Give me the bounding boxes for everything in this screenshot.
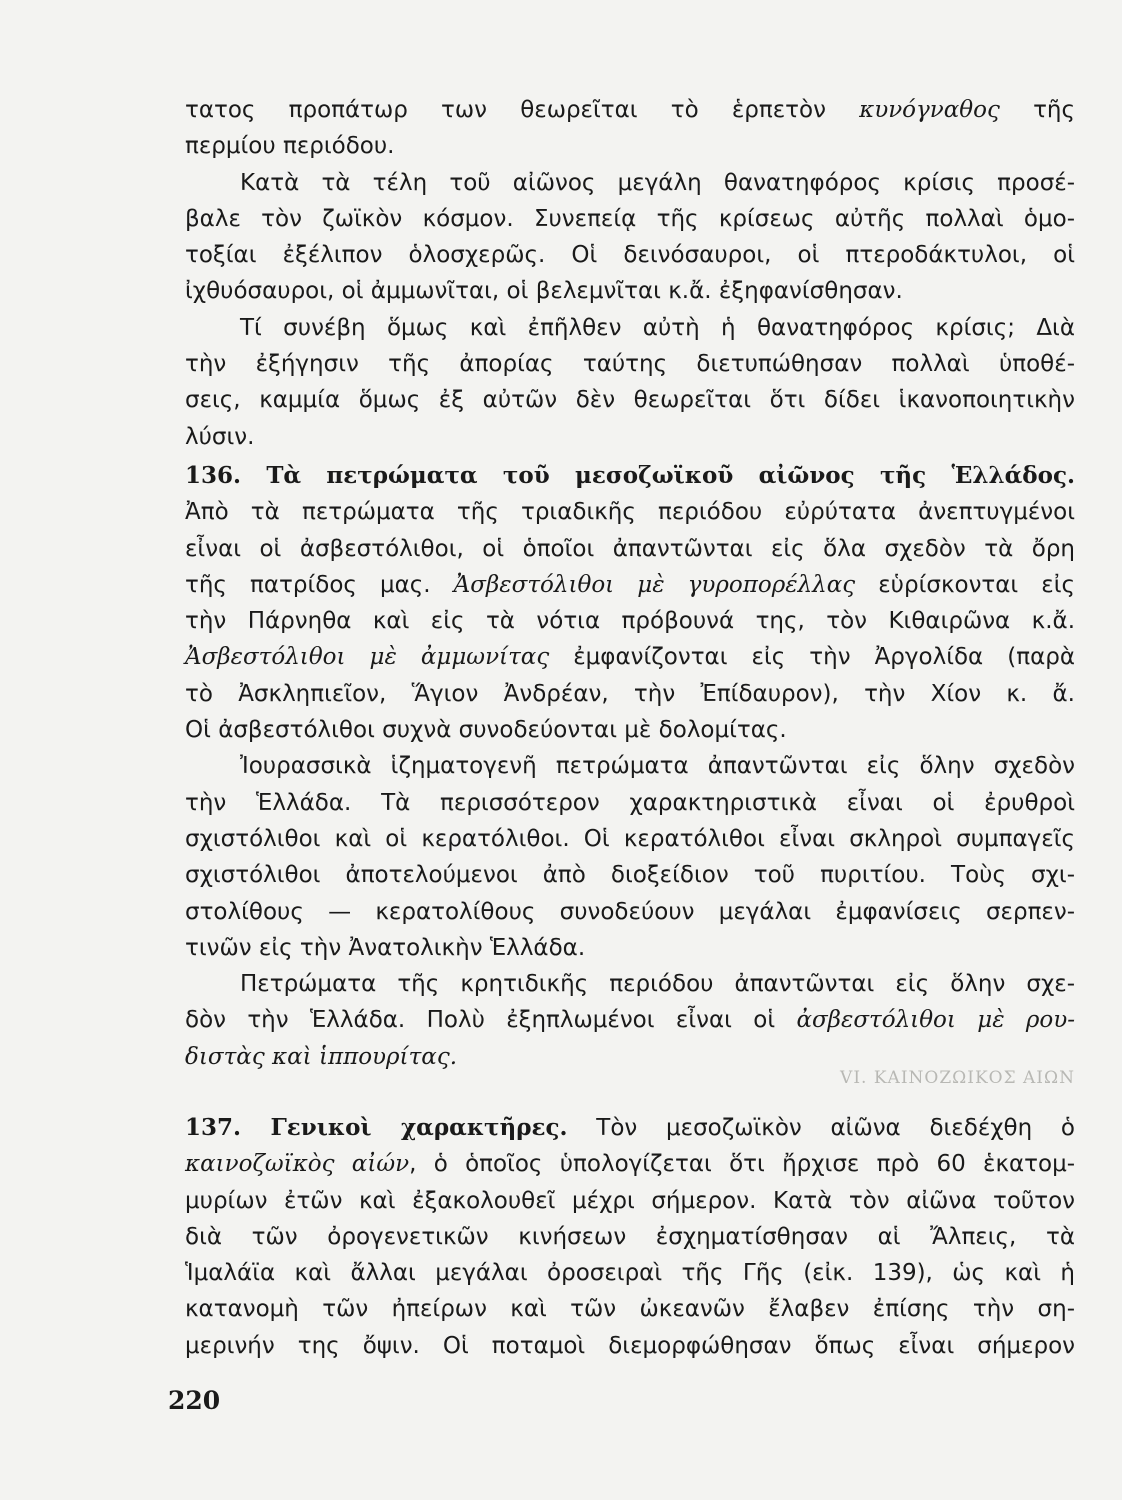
text-line [185, 494, 1075, 530]
text-run: σχιστόλιθοι ἀποτελούμενοι ἀπὸ διοξείδιον τοῦ πυριτίου. Τοὺς σχι- [185, 862, 1075, 889]
text-run: τὴν Ἑλλάδα. Τὰ περισσότερον χαρακτηριστικὰ εἶναι οἱ ἐρυθροὶ [185, 789, 1075, 816]
text-run: Ἀπὸ τὰ πετρώματα τῆς τριαδικῆς περιόδου εὐρύτατα ἀνεπτυγμένοι [185, 499, 1075, 526]
text-run: βαλε τὸν ζωϊκὸν κόσμον. Συνεπείᾳ τῆς κρίσεως αὐτῆς πολλαὶ ὁμο- [185, 205, 1075, 232]
text-line [185, 748, 1075, 784]
text-line [185, 1183, 1075, 1219]
text-run: τὴν Πάρνηθα καὶ εἰς τὰ νότια πρόβουνά της, τὸν Κιθαιρῶνα κ.ἄ. [185, 608, 1075, 635]
text-run: τὸ Ἀσκληπιεῖον, Ἅγιον Ἀνδρέαν, τὴν Ἐπίδαυρον), τὴν Χίον κ. ἄ. [185, 680, 1075, 707]
text-run: Πετρώματα τῆς κρητιδικῆς περιόδου ἀπαντῶνται εἰς ὅλην σχε- [240, 971, 1075, 998]
text-line [185, 128, 1075, 164]
text-run: περμίου περιόδου. [185, 133, 395, 160]
text-run: Τὸν μεσοζωϊκὸν αἰῶνα διεδέχθη ὁ [567, 1115, 1075, 1141]
text-line [185, 930, 1075, 966]
text-run: Κατὰ τὰ τέλη τοῦ αἰῶνος μεγάλη θανατηφόρος κρίσις προσέ- [240, 169, 1075, 196]
text-line [185, 1219, 1075, 1255]
text-line [185, 458, 1075, 494]
italic-term: διστὰς καὶ ἱππουρίτας. [185, 1043, 458, 1070]
section-header: VI. ΚΑΙΝΟΖΩΙΚΟΣ ΑΙΩΝ [840, 1068, 1075, 1088]
section-137 [185, 1110, 1075, 1364]
text-line [185, 310, 1075, 346]
text-run: μυρίων ἐτῶν καὶ ἐξακολουθεῖ μέχρι σήμερον. Κατὰ τὸν αἰῶνα τοῦτον [185, 1187, 1075, 1214]
text-run: Οἱ ἀσβεστόλιθοι συχνὰ συνοδεύονται μὲ δολομίτας. [185, 717, 787, 744]
text-run: τῆς [999, 97, 1075, 123]
text-line [185, 1255, 1075, 1291]
section-heading: 136. Τὰ πετρώματα τοῦ μεσοζωϊκοῦ αἰῶνος τῆς Ἑλλάδος. [185, 462, 1075, 489]
text-line [185, 1146, 1075, 1182]
text-line [185, 639, 1075, 675]
text-run: λύσιν. [185, 423, 255, 450]
text-run: τοξίαι ἐξέλιπον ὁλοσχερῶς. Οἱ δεινόσαυροι, οἱ πτεροδάκτυλοι, οἱ [185, 242, 1075, 269]
text-line [185, 1328, 1075, 1364]
text-run: τὴν ἐξήγησιν τῆς ἀπορίας ταύτης διετυπώθησαν πολλαὶ ὑποθέ- [185, 351, 1075, 378]
text-line [185, 894, 1075, 930]
text-run: δὸν τὴν Ἑλλάδα. Πολὺ ἐξηπλωμένοι εἶναι οἱ [185, 1007, 797, 1034]
text-line [185, 201, 1075, 237]
italic-term: ἀσβεστόλιθοι μὲ ρου- [796, 1007, 1076, 1034]
text-line [185, 92, 1075, 128]
text-line [185, 531, 1075, 567]
text-line [185, 1002, 1075, 1038]
text-run: τῆς πατρίδος μας. [185, 571, 454, 598]
text-line [185, 676, 1075, 712]
italic-term: κυνόγναθος [859, 97, 1000, 123]
section-heading: 137. Γενικοὶ χαρακτῆρες. [185, 1114, 568, 1141]
text-run: σεις, καμμία ὅμως ἐξ αὐτῶν δὲν θεωρεῖται ὅτι δίδει ἱκανοποιητικὴν [185, 387, 1075, 414]
text-line [185, 712, 1075, 748]
text-run: , ὁ ὁποῖος ὑπολογίζεται ὅτι ἤρχισε πρὸ 60 ἑκατομ- [409, 1151, 1076, 1178]
paragraphs-top [185, 92, 1075, 455]
text-run: στολίθους — κερατολίθους συνοδεύουν μεγάλαι ἐμφανίσεις σερπεν- [185, 898, 1075, 925]
italic-term: Ἀσβεστόλιθοι μὲ ἀμμωνίτας [185, 644, 550, 671]
text-line [185, 382, 1075, 418]
text-line [185, 237, 1075, 273]
italic-term: καινοζωϊκὸς αἰών [185, 1151, 410, 1178]
text-run: σχιστόλιθοι καὶ οἱ κερατόλιθοι. Οἱ κερατόλιθοι εἶναι σκληροὶ συμπαγεῖς [185, 825, 1075, 852]
text-run: ἐμφανίζονται εἰς τὴν Ἀργολίδα (παρὰ [549, 644, 1075, 671]
text-line [185, 821, 1075, 857]
text-line [185, 419, 1075, 455]
text-run: τινῶν εἰς τὴν Ἀνατολικὴν Ἑλλάδα. [185, 934, 586, 961]
text-run: Ἰουρασσικὰ ἱζηματογενῆ πετρώματα ἀπαντῶνται εἰς ὅλην σχεδὸν [240, 753, 1075, 780]
text-line [185, 785, 1075, 821]
text-line [185, 165, 1075, 201]
text-run: εἶναι οἱ ἀσβεστόλιθοι, οἱ ὁποῖοι ἀπαντῶνται εἰς ὅλα σχεδὸν τὰ ὄρη [185, 535, 1075, 562]
text-line [185, 857, 1075, 893]
text-line [185, 603, 1075, 639]
text-line [185, 346, 1075, 382]
text-run: ἰχθυόσαυροι, οἱ ἀμμωνῖται, οἱ βελεμνῖται κ.ἄ. ἐξηφανίσθησαν. [185, 278, 903, 305]
italic-term: Ἀσβεστόλιθοι μὲ γυροπορέλλας [453, 571, 856, 598]
section-136 [185, 458, 1075, 1075]
text-run: εὑρίσκονται εἰς [855, 571, 1076, 598]
text-run: τατος προπάτωρ των θεωρεῖται τὸ ἑρπετὸν [185, 97, 860, 123]
text-line [185, 273, 1075, 309]
text-run: κατανομὴ τῶν ἠπείρων καὶ τῶν ὠκεανῶν ἔλαβεν ἐπίσης τὴν ση- [185, 1296, 1075, 1323]
text-line [185, 1110, 1075, 1146]
text-line [185, 567, 1075, 603]
text-run: μερινήν της ὄψιν. Οἱ ποταμοὶ διεμορφώθησαν ὅπως εἶναι σήμερον [185, 1332, 1075, 1359]
text-run: Ἱμαλάϊα καὶ ἄλλαι μεγάλαι ὀροσειραὶ τῆς Γῆς (εἰκ. 139), ὡς καὶ ἡ [185, 1260, 1075, 1287]
text-line [185, 966, 1075, 1002]
text-run: Τί συνέβη ὅμως καὶ ἐπῆλθεν αὐτὴ ἡ θανατηφόρος κρίσις; Διὰ [240, 314, 1075, 341]
text-line [185, 1291, 1075, 1327]
page-number: 220 [168, 1386, 221, 1415]
text-run: διὰ τῶν ὀρογενετικῶν κινήσεων ἐσχηματίσθησαν αἱ Ἄλπεις, τὰ [185, 1223, 1075, 1250]
